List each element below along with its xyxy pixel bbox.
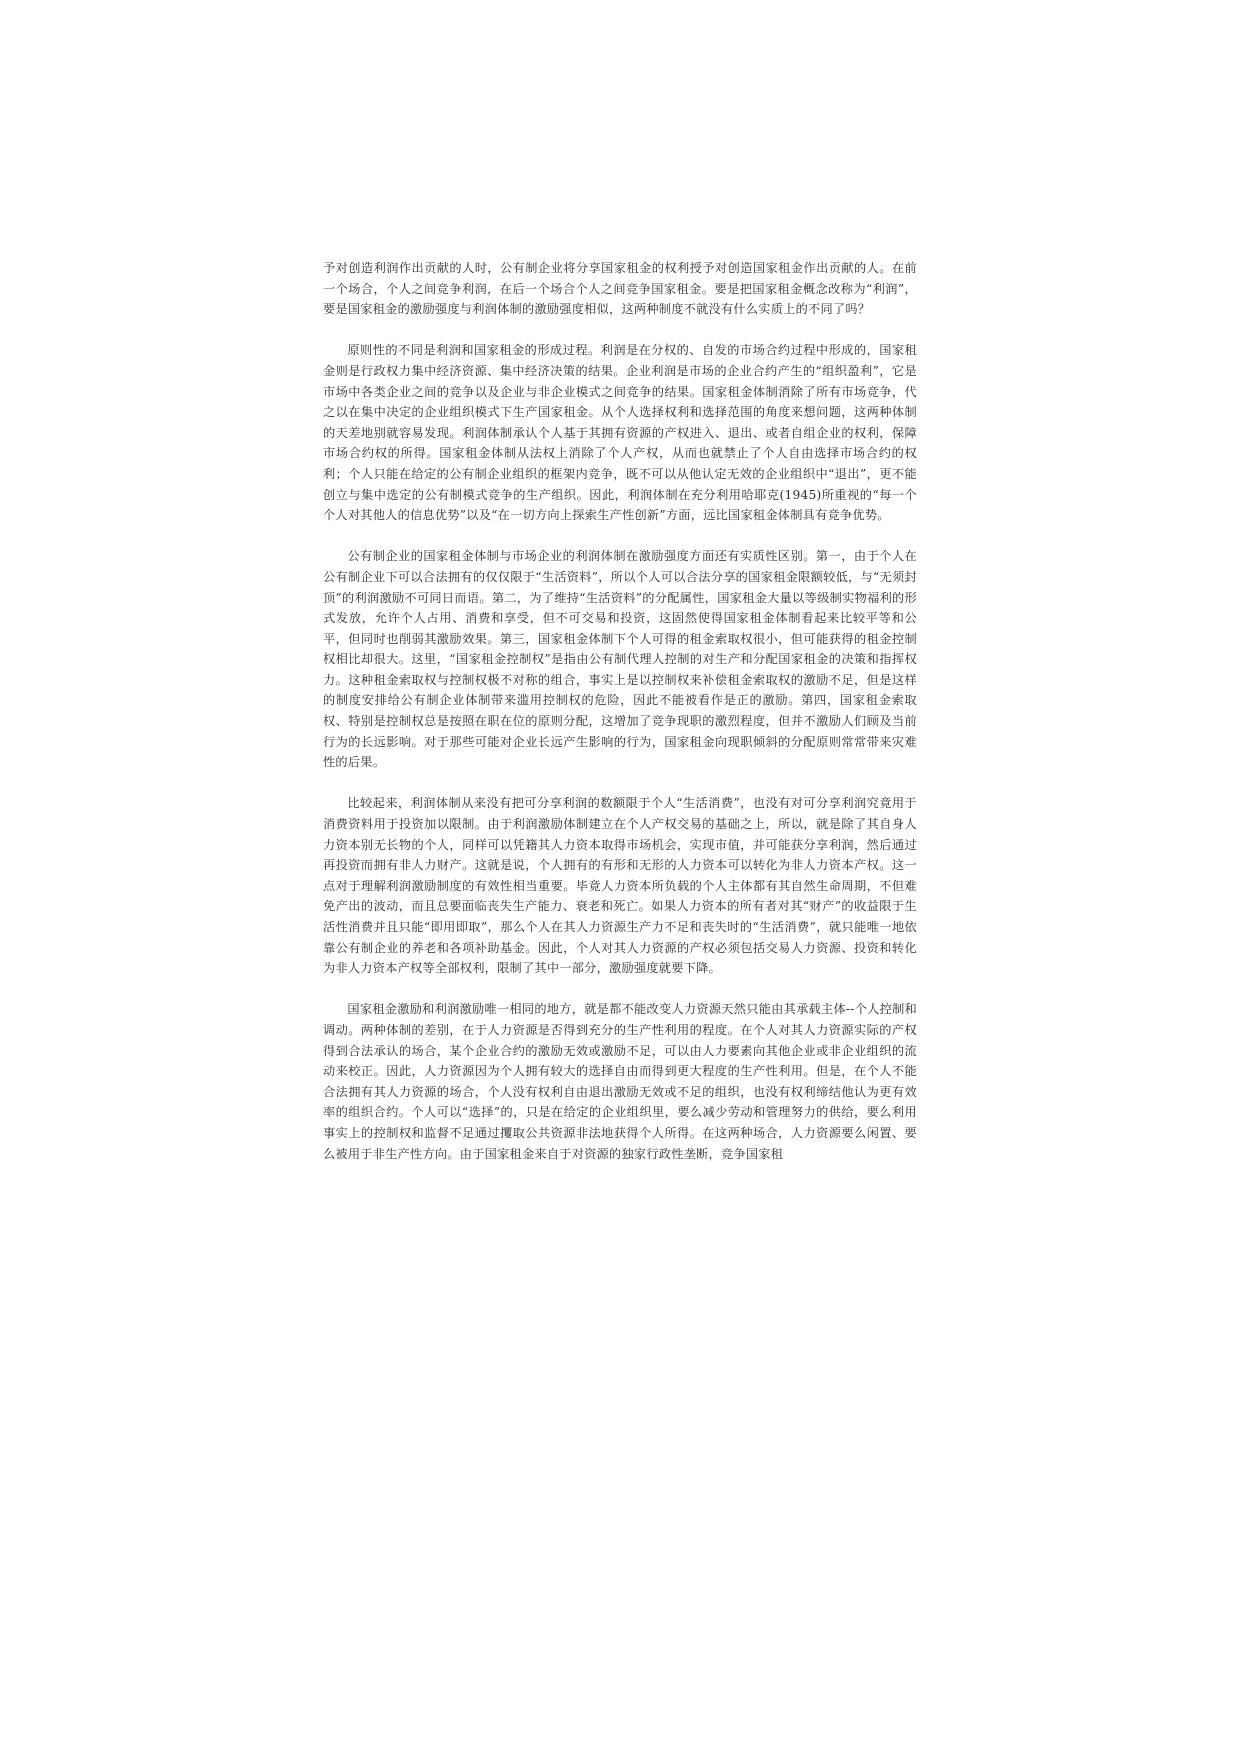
- paragraph-1: 予对创造利润作出贡献的人时，公有制企业将分享国家租金的权利授予对创造国家租金作出贡献的人。在前一个场合，个人之间竞争利润，在后一个场合个人之间竞争国家租金。要是把国家租金概念改称为“利润”，要是国家租金的激励强度与利润体制的激励强度相似，这两种制度不就没有什么实质上的不同了吗？: [323, 261, 917, 317]
- paragraph-2: 原则性的不同是利润和国家租金的形成过程。利润是在分权的、自发的市场合约过程中形成的，国家租金则是行政权力集中经济资源、集中经济决策的结果。企业利润是市场的企业合约产生的“组织盈利”，它是市场中各类企业之间的竞争以及企业与非企业模式之间竞争的结果。国家租金体制消除了所有市场竞争，代之以在集中决定的企业组织模式下生产国家租金。从个人选择权利和选择范围的角度来想问题，这两种体制的天差地别就容易发现。利润体制承认个人基于其拥有资源的产权进入、退出、或者自组企业的权利，保障市场合约权的所得。国家租金体制从法权上消除了个人产权，从而也就禁止了个人自由选择市场合约的权利；个人只能在给定的公有制企业组织的框架内竞争，既不可以从他认定无效的企业组织中“退出”，更不能创立与集中选定的公有制模式竞争的生产组织。因此，利润体制在充分利用哈耶克(1945)所重视的“每一个个人对其他人的信息优势”以及“在一切方向上探索生产性创新”方面，远比国家租金体制具有竞争优势。: [323, 343, 917, 523]
- paragraph-3: 公有制企业的国家租金体制与市场企业的利润体制在激励强度方面还有实质性区别。第一，由于个人在公有制企业下可以合法拥有的仅仅限于“生活资料”，所以个人可以合法分享的国家租金限额较低，与“无须封顶”的利润激励不可同日而语。第二，为了维持“生活资料”的分配属性，国家租金大量以等级制实物福利的形式发放，允许个人占用、消费和享受，但不可交易和投资，这固然使得国家租金体制看起来比较平等和公平，但同时也削弱其激励效果。第三，国家租金体制下个人可得的租金索取权很小，但可能获得的租金控制权相比却很大。这里，“国家租金控制权”是指由公有制代理人控制的对生产和分配国家租金的决策和指挥权力。这种租金索取权与控制权极不对称的组合，事实上是以控制权来补偿租金索取权的激励不足，但是这样的制度安排给公有制企业体制带来滥用控制权的危险，因此不能被看作是正的激励。第四，国家租金索取权、特别是控制权总是按照在职在位的原则分配，这增加了竞争现职的激烈程度，但并不激励人们顾及当前行为的长远影响。对于那些可能对企业长远产生影响的行为，国家租金向现职倾斜的分配原则常常带来灾难性的后果。: [323, 549, 917, 770]
- body-text: [323, 258, 917, 1164]
- paragraph-5: 国家租金激励和利润激励唯一相同的地方，就是都不能改变人力资源天然只能由其承载主体--个人控制和调动。两种体制的差别，在于人力资源是否得到充分的生产性利用的程度。在个人对其人力资源实际的产权得到合法承认的场合，某个企业合约的激励无效或激励不足，可以由人力要素向其他企业或非企业组织的流动来校正。因此，人力资源因为个人拥有较大的选择自由而得到更大程度的生产性利用。但是，在个人不能合法拥有其人力资源的场合，个人没有权利自由退出激励无效或不足的组织，也没有权利缔结他认为更有效率的组织合约。个人可以“选择”的，只是在给定的企业组织里，要么减少劳动和管理努力的供给，要么利用事实上的控制权和监督不足通过攫取公共资源非法地获得个人所得。在这两种场合，人力资源要么闲置、要么被用于非生产性方向。由于国家租金来自于对资源的独家行政性垄断，竞争国家租: [323, 1002, 917, 1161]
- paragraph-4: 比较起来，利润体制从来没有把可分享利润的数额限于个人“生活消费”，也没有对可分享利润究竟用于消费资料用于投资加以限制。由于利润激励体制建立在个人产权交易的基础之上，所以，就是除了其自身人力资本别无长物的个人，同样可以凭籍其人力资本取得市场机会，实现市值，并可能获分享利润，然后通过再投资而拥有非人力财产。这就是说，个人拥有的有形和无形的人力资本可以转化为非人力资本产权。这一点对于理解利润激励制度的有效性相当重要。毕竟人力资本所负载的个人主体都有其自然生命周期，不但难免产出的波动，而且总要面临丧失生产能力、衰老和死亡。如果人力资本的所有者对其“财产”的收益限于生活性消费并且只能“即用即取”，那么个人在其人力资源生产力不足和丧失时的“生活消费”，就只能唯一地依靠公有制企业的养老和各项补助基金。因此，个人对其人力资源的产权必须包括交易人力资源、投资和转化为非人力资本产权等全部权利，限制了其中一部分，激励强度就要下降。: [323, 796, 917, 976]
